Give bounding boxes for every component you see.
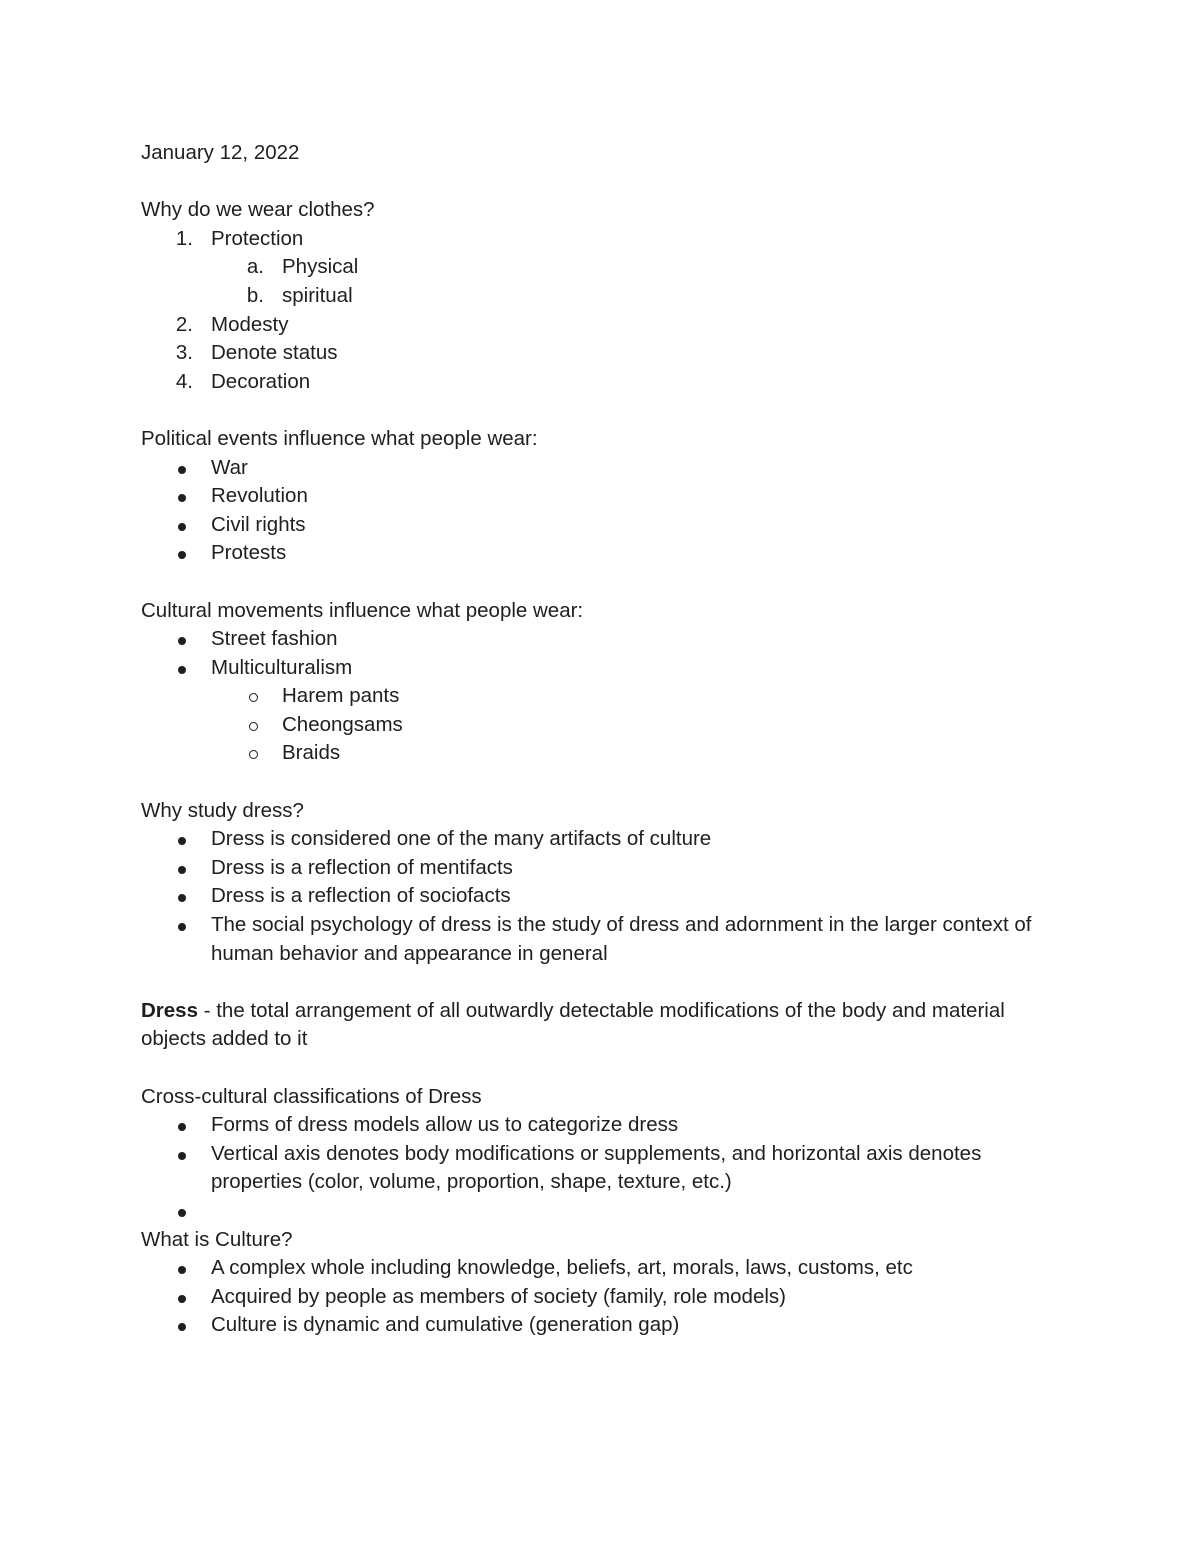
bullet-icon xyxy=(178,637,186,645)
list-item: Acquired by people as members of society (family, role models) xyxy=(141,1283,1061,1312)
bullet-icon xyxy=(178,837,186,845)
list-item: Vertical axis denotes body modifications or supplements, and horizontal axis denotes properties (color, volume, proportion, shape, texture, etc.) xyxy=(141,1140,1061,1197)
heading-culture: What is Culture? xyxy=(141,1227,293,1251)
bullet-icon xyxy=(178,923,186,931)
list-item: Multiculturalism xyxy=(141,654,1061,683)
list-item: 3. Denote status xyxy=(175,341,338,365)
heading-political: Political events influence what people wear: xyxy=(141,426,538,450)
bullet-icon xyxy=(178,1266,186,1274)
list-item: Forms of dress models allow us to categorize dress xyxy=(141,1111,1061,1140)
bullet-icon xyxy=(178,894,186,902)
list-item: War xyxy=(141,454,1061,483)
list-item: Revolution xyxy=(141,482,1061,511)
list-item: 1. Protection xyxy=(175,226,304,250)
heading-why-study: Why study dress? xyxy=(141,798,304,822)
heading-cultural: Cultural movements influence what people wear: xyxy=(141,598,584,622)
list-item: Cheongsams xyxy=(141,711,1061,740)
hollow-bullet-icon xyxy=(249,693,258,702)
list-item xyxy=(141,1197,1061,1226)
bullet-icon xyxy=(178,866,186,874)
bullet-icon xyxy=(178,1209,186,1217)
list-item: Street fashion xyxy=(141,625,1061,654)
list-item: 2. Modesty xyxy=(175,312,289,336)
bullet-icon xyxy=(178,523,186,531)
list-item: a. Physical xyxy=(246,255,359,279)
bullet-icon xyxy=(178,666,186,674)
definition-paragraph xyxy=(141,997,1061,1054)
bullet-icon xyxy=(178,494,186,502)
bullet-icon xyxy=(178,1123,186,1131)
list-item: Civil rights xyxy=(141,511,1061,540)
bullet-icon xyxy=(178,551,186,559)
bullet-icon xyxy=(178,466,186,474)
list-item: Protests xyxy=(141,539,1061,568)
list-item: Dress is considered one of the many artifacts of culture xyxy=(141,825,1061,854)
document-page xyxy=(141,139,1061,1340)
list-item: 4. Decoration xyxy=(175,369,311,393)
list-item: Harem pants xyxy=(141,682,1061,711)
bullet-icon xyxy=(178,1152,186,1160)
bullet-icon xyxy=(178,1323,186,1331)
list-item: Dress is a reflection of sociofacts xyxy=(141,882,1061,911)
bullet-icon xyxy=(178,1295,186,1303)
list-item: Dress is a reflection of mentifacts xyxy=(141,854,1061,883)
heading-cross-cultural: Cross-cultural classifications of Dress xyxy=(141,1084,482,1108)
list-item: The social psychology of dress is the study of dress and adornment in the larger context of human behavior and appearance in general xyxy=(141,911,1061,968)
hollow-bullet-icon xyxy=(249,750,258,759)
list-item: Culture is dynamic and cumulative (generation gap) xyxy=(141,1311,1061,1340)
definition-term: Dress xyxy=(141,998,198,1022)
list-item: b. spiritual xyxy=(246,283,353,307)
list-item: A complex whole including knowledge, beliefs, art, morals, laws, customs, etc xyxy=(141,1254,1061,1283)
definition-text: - the total arrangement of all outwardly detectable modifications of the body and material objects added to it xyxy=(141,998,1005,1051)
heading-why-wear: Why do we wear clothes? xyxy=(141,198,375,222)
hollow-bullet-icon xyxy=(249,722,258,731)
list-item: Braids xyxy=(141,739,1061,768)
date: January 12, 2022 xyxy=(141,141,300,164)
